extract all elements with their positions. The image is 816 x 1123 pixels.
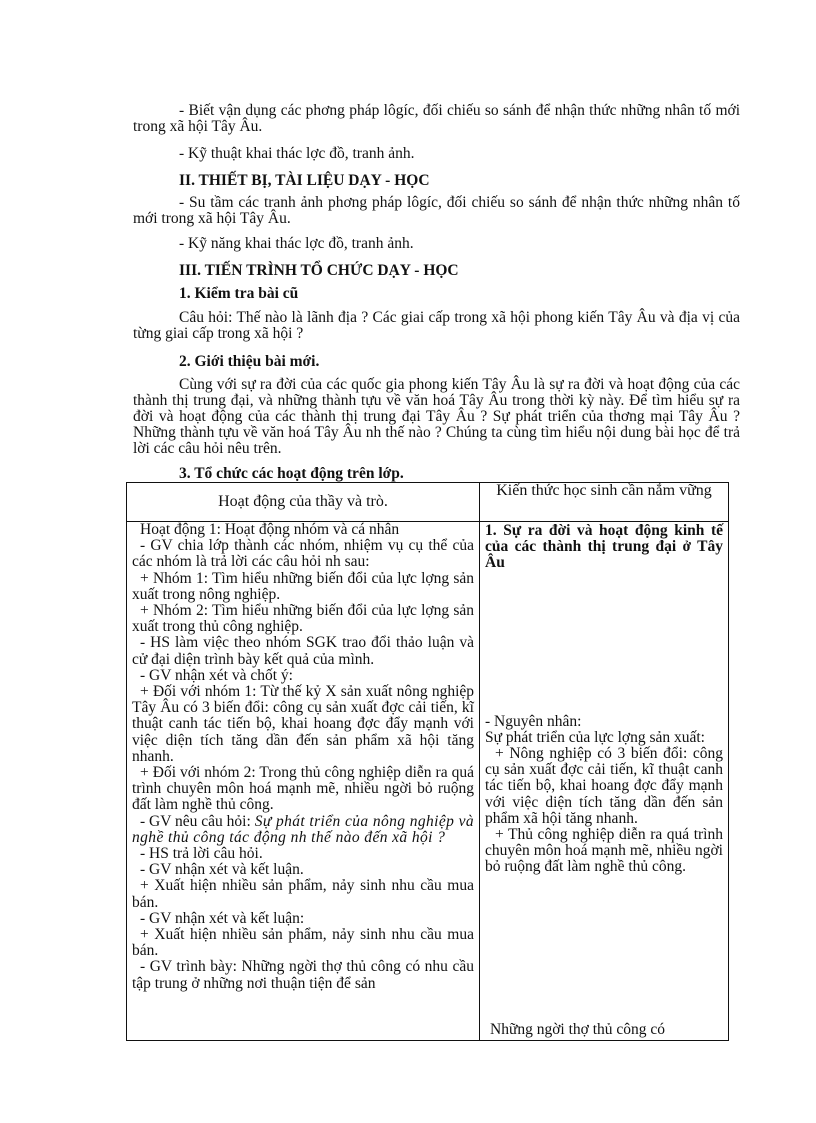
activities-table: [126, 482, 729, 1041]
intro-line-1: - Biết vận dụng các phơng pháp lôgíc, đối chiếu so sánh để nhận thức những nhân tố mới trong xã hội Tây Âu.: [133, 102, 740, 135]
activity-line: - GV chia lớp thành các nhóm, nhiệm vụ cụ thể của các nhóm là trả lời các câu hỏi nh sau:: [132, 537, 474, 571]
subsection-3-title: 3. Tổ chức các hoạt động trên lớp.: [179, 465, 404, 482]
activity-line: - HS làm việc theo nhóm SGK trao đổi thảo luận và cử đại diện trình bày kết quả của mình.: [132, 634, 474, 668]
activity-line: - GV nhận xét và kết luận.: [140, 861, 304, 879]
activity-line: + Nhóm 1: Tìm hiểu những biến đổi của lực lợng sản xuất trong nông nghiệp.: [132, 569, 474, 603]
table-row: [127, 522, 729, 1041]
activity-line: + Đối với nhóm 2: Trong thủ công nghiệp diễn ra quá trình chuyên môn hoá mạnh mẽ, nhiều ngời bỏ ruộng đất làm nghề thủ công.: [132, 764, 474, 814]
header-required-knowledge: Kiến thức học sinh cần nắm vững: [480, 483, 729, 522]
subsection-1-title: 1. Kiểm tra bài cũ: [179, 285, 299, 302]
activity-line: - GV nhận xét và chốt ý:: [140, 666, 293, 684]
knowledge-heading: 1. Sự ra đời và hoạt động kinh tế của các thành thị trung đại ở Tây Âu: [485, 522, 723, 572]
teacher-question: [132, 814, 474, 846]
knowledge-line: + Thủ công nghiệp diễn ra quá trình chuyên môn hoá mạnh mẽ, nhiều ngời bỏ ruộng đất làm nghề thủ công.: [485, 826, 723, 876]
knowledge-line: + Nông nghiệp có 3 biến đổi: công cụ sản xuất đợc cải tiến, kĩ thuật canh tác tiến bộ, khai hoang đợc đẩy mạnh với việc diện tích tăng dần đến sản phẩm xã hội tăng nhanh.: [485, 745, 723, 827]
section-2-paragraph-2: - Kỹ năng khai thác lợc đồ, tranh ảnh.: [179, 235, 414, 252]
intro-line-2: - Kỹ thuật khai thác lợc đồ, tranh ảnh.: [179, 145, 415, 162]
activity-line: + Đối với nhóm 1: Từ thế kỷ X sản xuất nông nghiệp Tây Âu có 3 biến đổi: công cụ sản xuất đợc cải tiến, kĩ thuật canh tác tiến bộ, khai hoang đợc đẩy mạnh với việc diện tích tăng dần đến sản phẩm xã hội tăng nhanh.: [132, 683, 474, 765]
knowledge-cell: [480, 522, 729, 1041]
knowledge-line: - Nguyên nhân:: [485, 712, 582, 730]
activity-line: - GV nhận xét và kết luận:: [140, 909, 305, 927]
activity-line: - GV trình bày: Những ngời thợ thủ công có nhu cầu tập trung ở những nơi thuận tiện để sản: [132, 958, 474, 992]
teacher-question-prefix: - GV nêu câu hỏi:: [140, 812, 255, 830]
activities-cell: [127, 522, 480, 1041]
activity-line: - HS trả lời câu hỏi.: [140, 845, 263, 863]
knowledge-line: Sự phát triển của lực lợng sản xuất:: [485, 728, 705, 746]
activity-1-title: Hoạt động 1: Hoạt động nhóm và cá nhân: [140, 521, 400, 538]
review-question: Câu hỏi: Thế nào là lãnh địa ? Các giai cấp trong xã hội phong kiến Tây Âu và địa vị của từng giai cấp trong xã hội ?: [133, 309, 740, 342]
teacher-question-text: Sự phát triển của nông nghiệp và nghề thủ công tác động nh thế nào đến xã hội ?: [132, 812, 475, 846]
lesson-introduction: Cùng với sự ra đời của các quốc gia phong kiến Tây Âu là sự ra đời và hoạt động của các thành thị trung đại, và những thành tựu về văn hoá Tây Âu trong thời kỳ này. Để tìm hiểu sự ra đời và hoạt động của các thành thị trung đại Tây Âu ? Sự phát triển của thơng mại Tây Âu ? Những thành tựu về văn hoá Tây Âu nh thế nào ? Chúng ta cùng tìm hiểu nội dung bài học để trả lời các câu hỏi nêu trên.: [133, 376, 740, 457]
activity-line: + Xuất hiện nhiều sản phẩm, nảy sinh nhu cầu mua bán.: [132, 877, 474, 911]
table-header-row: [127, 483, 729, 522]
knowledge-bottom-line: Những ngời thợ thủ công có: [490, 1020, 666, 1038]
section-2-heading: II. THIẾT BỊ, TÀI LIỆU DẠY - HỌC: [179, 172, 430, 189]
activity-line: + Nhóm 2: Tìm hiểu những biến đổi của lực lợng sản xuất trong thủ công nghiệp.: [132, 602, 474, 636]
section-2-paragraph-1: - Su tầm các tranh ảnh phơng pháp lôgíc, đối chiếu so sánh để nhận thức những nhân tố mới trong xã hội Tây Âu.: [133, 194, 740, 227]
subsection-2-title: 2. Giới thiệu bài mới.: [179, 353, 320, 370]
section-3-heading: III. TIẾN TRÌNH TỔ CHỨC DẠY - HỌC: [179, 262, 459, 279]
activity-line: + Xuất hiện nhiều sản phẩm, nảy sinh nhu cầu mua bán.: [132, 926, 474, 960]
header-teacher-student-activities: Hoạt động của thầy và trò.: [127, 483, 480, 522]
